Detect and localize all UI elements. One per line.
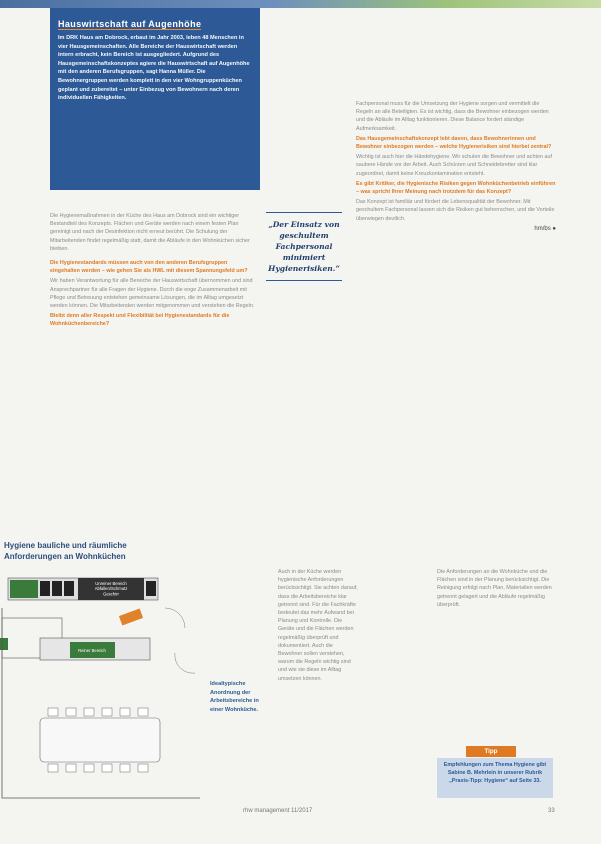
label-dirty-zone: Unreiner Bereich Abfallen/Schmutz Geschirr	[94, 581, 128, 597]
column-right	[356, 100, 556, 233]
column-bottom-middle-text: Auch in der Küche werden hygienische Anforderungen berücksichtigt. Sie achten darauf, dass die Arbeitsbereiche klar getrennt sind. Für die Fachkräfte bedeutet das mehr Aufwand bei Planung und Kontrolle. Die Geräte und die Flächen werden regelmäßig überprüft und dokumentiert. Auch die Bewohner sollen verstehen, warum die Regeln wichtig sind und wie sie diese im Alltag umsetzen können.	[278, 569, 358, 682]
end-mark: hm/bs ●	[534, 225, 556, 232]
column-bottom-right-text: Die Anforderungen an die Wohnküche und die Flächen sind in der Planung berücksichtigt. Die Reinigung erfolgt nach Plan, Materialien werden getrennt gelagert und die Abläufe regelmäßig überprüft.	[437, 569, 552, 608]
label-clean-zone: Reiner Bereich	[78, 648, 106, 653]
column-left	[50, 212, 255, 329]
figure-title	[4, 540, 127, 562]
column-left-question-2: Bleibt denn aller Respekt und Flexibilität bei Hygienestandards für die Wohnküchenbereiche?	[50, 313, 230, 328]
top-color-strip	[0, 0, 601, 8]
column-right-paragraph-1: Fachpersonal muss für die Umsetzung der Hygiene sorgen und vermittelt die Regeln an alle Beteiligten. Es ist wichtig, dass die Bewohner einbezogen werden und die Abläufe im Alltag funktionieren. Diese Balance fordert ständige Aufmerksamkeit.	[356, 101, 549, 132]
floorplan-svg	[0, 568, 210, 818]
column-right-question-1: Das Hausgemeinschaftskonzept lebt davon, dass Bewohnerinnen und Bewohner einbezogen werden – welche Hygienerisiken sind hierbei zentral?	[356, 135, 552, 151]
pull-quote: „Der Einsatz von geschultem Fachpersonal minimiert Hygienerisiken.“	[266, 212, 342, 281]
green-zone-top	[10, 580, 38, 598]
appliance-2	[52, 581, 62, 596]
footer-issue: rhw management 11/2017	[243, 808, 313, 814]
page-number: 33	[548, 808, 555, 814]
highlight-title: Hauswirtschaft auf Augenhöhe	[58, 19, 202, 29]
tip-label: Tipp	[466, 746, 516, 757]
highlight-body: Im DRK Haus am Dobrock, erbaut im Jahr 2003, leben 48 Menschen in vier Hausgemeinschaften. Alle Bereiche der Hauswirtschaft werden intern erbracht, kein Bereich ist ausgegliedert. Aufgrund des Hausgemeinschaftskonzeptes agiere die Hauswirtschaft auf Augenhöhe mit den anderen Berufsgruppen, sagt Hanna Müller. Die Bewohnergruppen werden komplett in den vier Wohngruppenküchen geplant und zubereitet – unter Einbezug von Bewohnern nach deren individuellen Fähigkeiten.	[58, 35, 250, 102]
column-bottom-middle	[278, 568, 358, 683]
green-zone-left	[0, 638, 8, 650]
highlight-box	[50, 8, 260, 190]
column-left-question-1: Die Hygienestandards müssen auch von den anderen Berufsgruppen eingehalten werden – wie gehen Sie als HWL mit diesem Spannungsfeld um?	[50, 260, 248, 275]
column-right-paragraph-2: Wichtig ist auch hier die Händehygiene. Wir schulen die Bewohner und achten auf saubere Hände vor der Arbeit. Auch Schürzen und Schneidebretter sind klar zugeordnet, damit keine Kreuzkontamination entsteht.	[356, 154, 552, 177]
appliance-1	[40, 581, 50, 596]
appliance-4	[146, 581, 156, 596]
column-bottom-right	[437, 568, 555, 609]
column-right-question-2: Es gibt Kritiker, die Hygienische Risiken gegen Wohnküchenbetrieb einführen – was spricht Ihrer Meinung nach trotzdem für das Konzept?	[356, 180, 556, 196]
figure-caption: Idealtypische Anordnung der Arbeitsbereiche in einer Wohnküche.	[210, 681, 259, 713]
column-left-paragraph-1: Die Hygienemaßnahmen in der Küche des Haus am Dobrock sind ein wichtiger Bestandteil des Konzepts. Flächen und Geräte werden nach einem festen Plan gereinigt und nach der Desinfektion nicht erneut berührt. Die Schulung der Mitarbeitenden findet regelmäßig statt, damit die Abläufe in den Wohnküchen sicher bleiben.	[50, 213, 250, 252]
tip-box: Empfehlungen zum Thema Hygiene gibt Sabine B. Mehrlein in unserer Rubrik „Praxis-Tipp: Hygiene“ auf Seite 33.	[437, 758, 553, 798]
figure-title-line-1: Hygiene bauliche und räumliche	[4, 541, 127, 550]
appliance-3	[64, 581, 74, 596]
figure-title-line-2: Anforderungen an Wohnküchen	[4, 552, 126, 561]
dining-table	[40, 718, 160, 762]
column-right-paragraph-3: Das Konzept ist familiär und fördert die Lebensqualität der Bewohner. Mit geschultem Fachpersonal lassen sich die Risiken gut beherrschen, und die Vorteile überwiegen deutlich.	[356, 199, 555, 222]
kitchen-floorplan	[0, 568, 210, 818]
column-left-paragraph-2: Wir haben Verantwortung für alle Bereiche der Hauswirtschaft übernommen und sind Ansprechpartner für alle Fragen der Hygiene. Durch die enge Zusammenarbeit mit Pflege und Betreuung entstehen gemeinsame Lösungen, die im Alltag umgesetzt werden können. Die Mitarbeitenden werden mitgenommen und verstehen die Regeln.	[50, 278, 255, 310]
